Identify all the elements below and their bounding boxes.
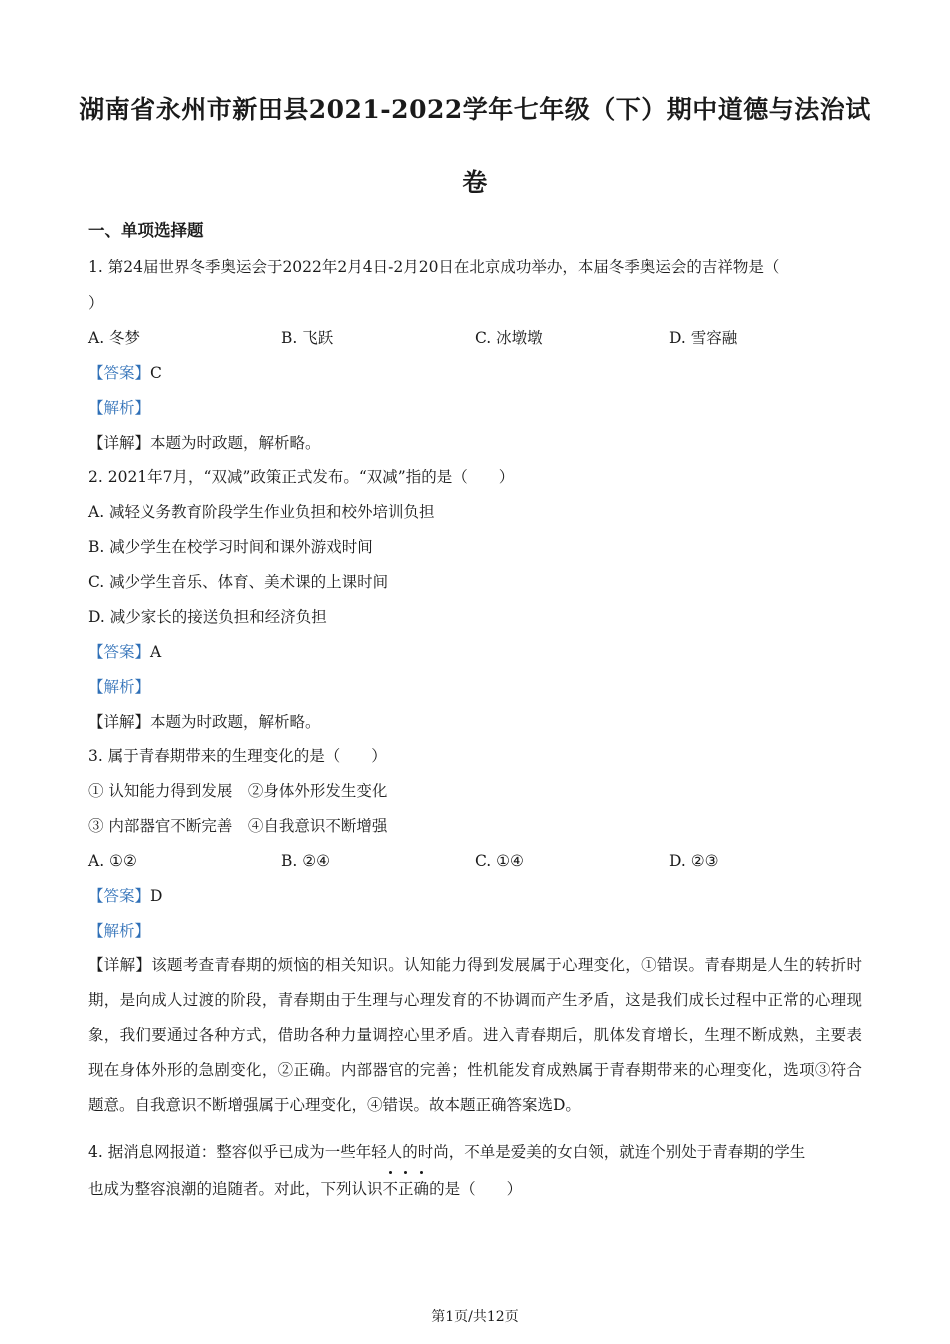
detail-label: 【详解】: [88, 434, 151, 452]
answer-label: 【答案】: [88, 887, 151, 905]
q1-stem-line1: 1. 第24届世界冬季奥运会于2022年2月4日-2月20日在北京成功举办，本届冬季奥运会的吉祥物是（: [88, 258, 780, 276]
q3-option-b: B. ②④: [281, 852, 331, 870]
detail-label: 【详解】: [88, 713, 151, 731]
section-title: 一、单项选择题: [88, 221, 204, 240]
q3-answer: [88, 885, 162, 907]
q3-option-c: C. ①④: [475, 852, 524, 870]
q3-items-line1: ① 认知能力得到发展 ②身体外形发生变化: [88, 782, 388, 800]
q3-stem: 3. 属于青春期带来的生理变化的是（ ）: [88, 747, 387, 765]
emphasis-char: 不: [383, 1180, 399, 1198]
q1-analysis-label: 【解析】: [88, 399, 151, 417]
q3-detail: [88, 948, 862, 1123]
q3-answer-value: D: [150, 887, 163, 905]
doc-title-line1: 湖南省永州市新田县2021-2022学年七年级（下）期中道德与法治试: [79, 95, 871, 124]
q3-option-a: A. ①②: [88, 852, 137, 870]
q2-analysis-label: 【解析】: [88, 678, 151, 696]
q1-detail: [88, 432, 321, 454]
answer-label: 【答案】: [88, 643, 151, 661]
answer-label: 【答案】: [88, 364, 151, 382]
doc-title-line2: 卷: [462, 168, 488, 197]
q2-option-b: B. 减少学生在校学习时间和课外游戏时间: [88, 538, 373, 556]
emphasis-dot: [404, 1171, 407, 1174]
q2-detail: [88, 711, 321, 733]
q1-detail-text: 本题为时政题，解析略。: [150, 434, 321, 452]
q4-emphasis-text: [383, 1180, 430, 1198]
q2-detail-text: 本题为时政题，解析略。: [150, 713, 321, 731]
q4-stem-line2: [88, 1178, 522, 1200]
emphasis-char: 确: [414, 1180, 430, 1198]
q1-option-d: D. 雪容融: [669, 329, 738, 347]
q2-option-d: D. 减少家长的接送负担和经济负担: [88, 608, 327, 626]
detail-label: 【详解】: [88, 956, 152, 974]
q3-items-line2: ③ 内部器官不断完善 ④自我意识不断增强: [88, 817, 388, 835]
q4-stem-line1: 4. 据消息网报道：整容似乎已成为一些年轻人的时尚，不单是爱美的女白领，就连个别处于青春期的学生: [88, 1143, 806, 1161]
q4-stem-tail: 的是（ ）: [429, 1180, 523, 1198]
q1-answer-value: C: [150, 364, 162, 382]
q1-answer: [88, 362, 162, 384]
q3-detail-text: 该题考查青春期的烦恼的相关知识。认知能力得到发展属于心理变化，①错误。青春期是人生的转折时期，是向成人过渡的阶段，青春期由于生理与心理发育的不协调而产生矛盾，这是我们成长过程中正常的心理现象，我们要通过各种方式，借助各种力量调控心里矛盾。进入青春期后，肌体发育增长，生理不断成熟，主要表现在身体外形的急剧变化，②正确。内部器官的完善；性机能发育成熟属于青春期带来的心理变化，选项③符合题意。自我意识不断增强属于心理变化，④错误。故本题正确答案选D。: [88, 956, 862, 1114]
emphasis-char: 正: [398, 1180, 414, 1198]
emphasis-dot: [420, 1171, 423, 1174]
q2-answer-value: A: [150, 643, 162, 661]
q1-option-a: A. 冬梦: [88, 329, 141, 347]
q2-option-a: A. 减轻义务教育阶段学生作业负担和校外培训负担: [88, 503, 435, 521]
q1-stem-line2: ）: [88, 294, 104, 312]
emphasis-dot: [389, 1171, 392, 1174]
q2-option-c: C. 减少学生音乐、体育、美术课的上课时间: [88, 573, 389, 591]
page-number: 第1页/共12页: [431, 1309, 519, 1325]
q3-analysis-label: 【解析】: [88, 922, 151, 940]
q3-option-d: D. ②③: [669, 852, 719, 870]
q4-stem-text: 也成为整容浪潮的追随者。对此，下列认识: [88, 1180, 383, 1198]
q1-option-c: C. 冰墩墩: [475, 329, 543, 347]
q1-option-b: B. 飞跃: [281, 329, 334, 347]
q2-stem: 2. 2021年7月，“双减”政策正式发布。“双减”指的是（ ）: [88, 468, 515, 486]
q2-answer: [88, 641, 161, 663]
